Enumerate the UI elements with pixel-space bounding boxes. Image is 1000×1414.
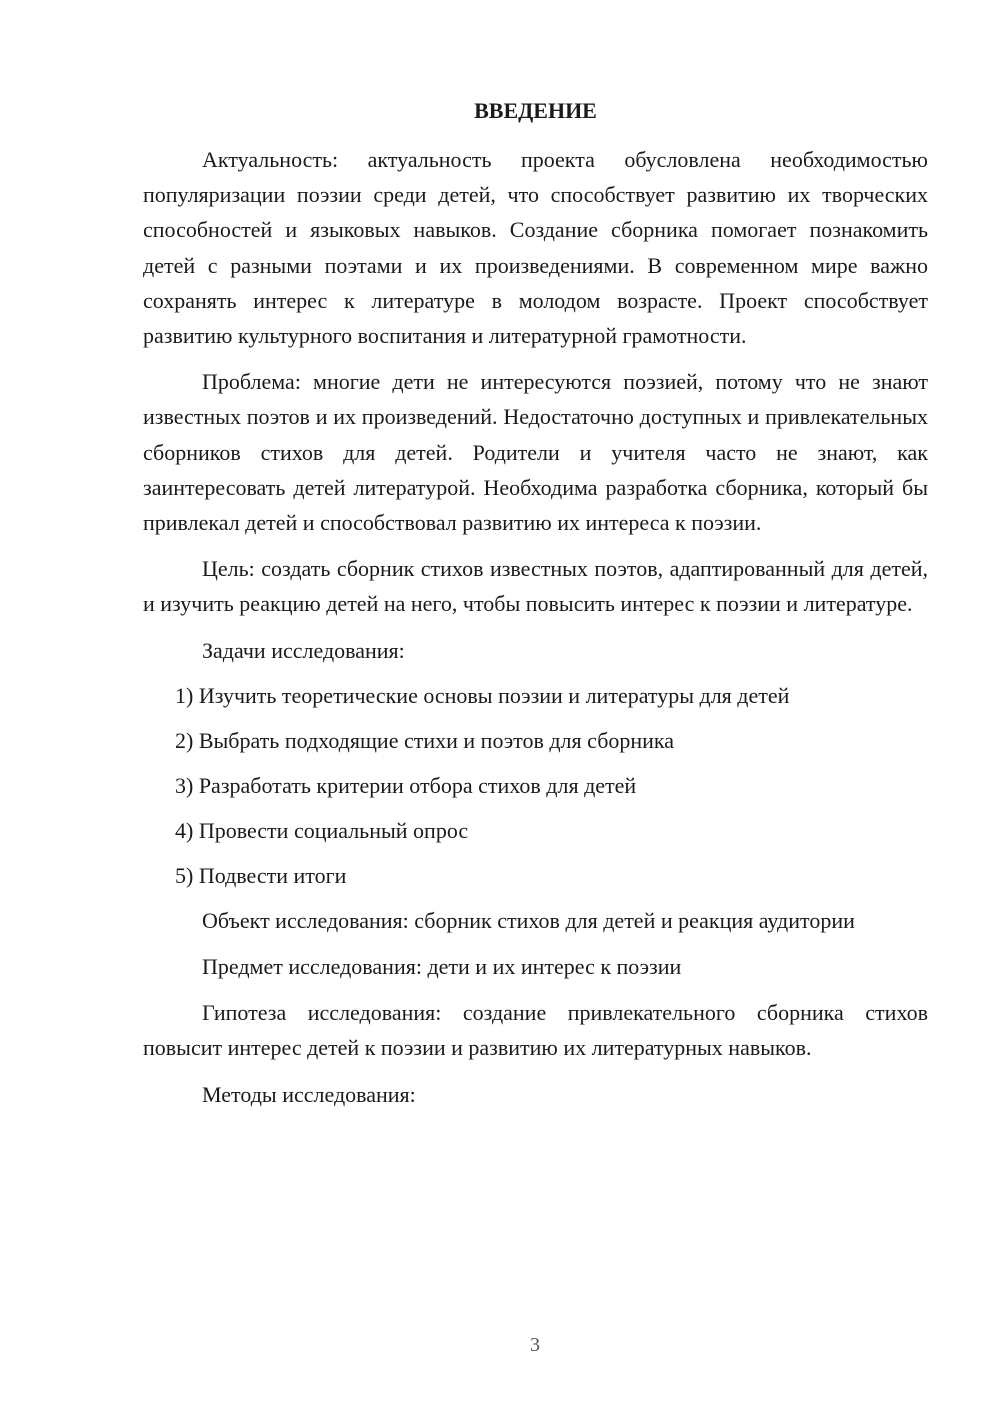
paragraph-goal: Цель: создать сборник стихов известных поэтов, адаптированный для детей, и изучить реакцию детей на него, чтобы повысить интерес к поэзии и литературе. [143,556,928,617]
paragraph-tasks-heading: Задачи исследования: [202,637,405,663]
paragraph-methods: Методы исследования: [202,1081,416,1107]
page-title: ВВЕДЕНИЕ [474,98,597,123]
list-item: 2) Выбрать подходящие стихи и поэтов для сборника [175,727,675,753]
paragraph-hypothesis: Гипотеза исследования: создание привлекательного сборника стихов повысит интерес детей к поэзии и развитию их литературных навыков. [143,1000,928,1061]
paragraph-relevance: Актуальность: актуальность проекта обусловлена необходимостью популяризации поэзии среди детей, что способствует развитию их творческих способностей и языковых навыков. Создание сборника помогает познакомить детей с разными поэтами и их произведениями. В современном мире важно сохранять интерес к литературе в молодом возрасте. Проект способствует развитию культурного воспитания и литературной грамотности. [143,147,928,349]
list-item: 5) Подвести итоги [175,862,347,888]
tasks-list [143,678,928,893]
page-number: 3 [530,1334,540,1356]
paragraph-object: Объект исследования: сборник стихов для детей и реакция аудитории [202,907,855,933]
paragraph-problem: Проблема: многие дети не интересуются поэзией, потому что не знают известных поэтов и их произведений. Недостаточно доступных и привлекательных сборников стихов для детей. Родители и учителя часто не знают, как заинтересовать детей литературой. Необходима разработка сборника, который бы привлекал детей и способствовал развитию их интереса к поэзии. [143,369,928,536]
paragraph-subject: Предмет исследования: дети и их интерес к поэзии [202,954,682,980]
list-item: 1) Изучить теоретические основы поэзии и литературы для детей [175,682,790,708]
list-item: 4) Провести социальный опрос [175,817,469,843]
document-page [143,94,928,1123]
list-item: 3) Разработать критерии отбора стихов для детей [175,772,637,798]
